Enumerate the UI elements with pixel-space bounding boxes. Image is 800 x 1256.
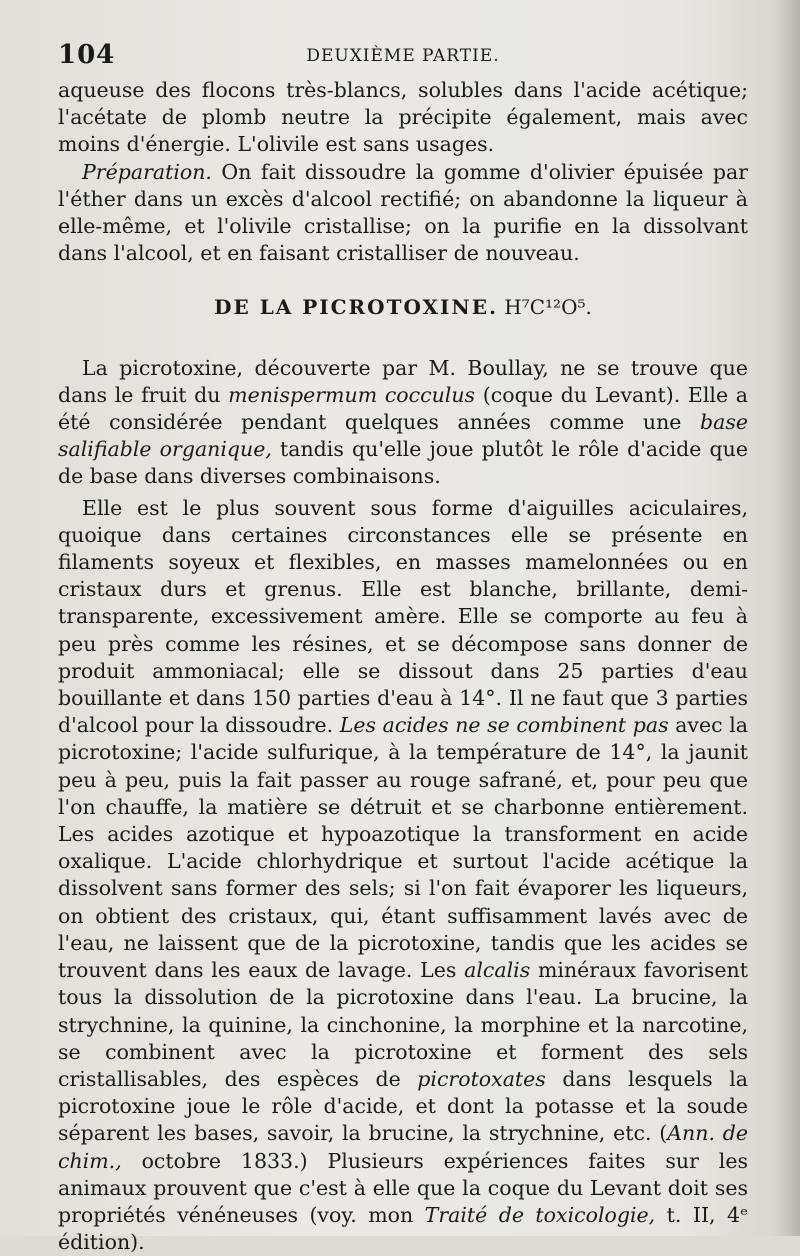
section-heading [58,294,748,321]
paragraph-text: octobre 1833.) Plusieurs expériences faites sur les animaux prouvent que c'est à elle que la coque du Levant doit ses propriétés vénéneuses (voy. mon [58,1148,748,1227]
preparation-text: On fait dissoudre la gomme d'olivier épuisée par l'éther dans un excès d'alcool rectifié; on abandonne la liqueur à elle-même, et l'olivile cristallise; on la purifie en la dissolvant dans l'alcool, et en faisant cristalliser de nouveau. [58,159,748,266]
page-body [58,77,748,1256]
continuation-paragraph: aqueuse des flocons très-blancs, solubles dans l'acide acétique; l'acétate de plomb neutre la précipite également, mais avec moins d'énergie. L'olivile est sans usages. [58,78,748,157]
paragraph-text: La picrotoxine, découverte par M. Boullay, ne se trouve que dans le fruit du [58,355,748,407]
paragraph-text: avec la picrotoxine; l'acide sulfurique, à la température de 14°, la jaunit peu à peu, puis la fait passer au rouge safrané, et, pour peu que l'on chauffe, la matière se détruit et se charbonne entièrement. Les acides azotique et hypoazotique la transforment en acide oxalique. L'acide chlorhydrique et surtout l'acide acétique la dissolvent sans former des sels; si l'on fait évaporer les liqueurs, on obtient des cristaux, qui, étant suffisamment lavés avec de l'eau, ne laissent que de la picrotoxine, tandis que les acides se trouvent dans les eaux de lavage. Les [58,713,749,983]
running-title: DEUXIÈME PARTIE. [306,46,500,66]
preparation-label: Préparation. [82,159,212,184]
paragraph-discovery [58,355,748,491]
italic-term: Les acides ne se combinent pas [339,713,669,738]
preparation-paragraph [58,159,748,268]
section-heading-formula: H⁷C¹²O⁵. [504,295,592,320]
italic-term: base salifiable organique, [58,410,748,462]
paragraph-properties [58,495,748,1256]
page-gutter-shadow [774,0,800,1236]
italic-term: picrotoxates [417,1066,546,1091]
italic-citation: Traité de toxicologie, [424,1202,656,1227]
section-heading-name: DE LA PICROTOXINE. [214,295,498,320]
paragraph-text: minéraux favorisent tous la dissolution de la picrotoxine dans l'eau. La brucine, la strychnine, la quinine, la cinchonine, la morphine et la narcotine, se combinent avec la picrotoxine et forment des sels cristallisables, des espèces de [58,958,748,1091]
italic-term: alcalis [464,958,531,983]
italic-term: menispermum cocculus [228,382,476,407]
paragraph-text: tandis qu'elle joue plutôt le rôle d'acide que de base dans diverses combinaisons. [58,437,748,489]
paragraph-text: dans lesquels la picrotoxine joue le rôle d'acide, et dont la potasse et la soude séparent les bases, savoir, la brucine, la strychnine, etc. ( [58,1066,748,1146]
paragraph-text: t. II, 4ᵉ édition). [58,1202,749,1255]
page-number: 104 [58,40,116,70]
paragraph-text: Elle est le plus souvent sous forme d'aiguilles aciculaires, quoique dans certaines circonstances elle se présente en filaments soyeux et flexibles, en masses mamelonnées ou en cristaux durs et grenus. Elle est blanche, brillante, demi-transparente, excessivement amère. Elle se comporte au feu à peu près comme les résines, et se décompose sans donner de produit ammoniacal; elle se dissout dans 25 parties d'eau bouillante et dans 150 parties d'eau à 14°. Il ne faut que 3 parties d'alcool pour la dissoudre. [58,495,748,738]
italic-citation: Ann. de chim., [58,1121,748,1173]
page-header [58,40,748,76]
paragraph-text: (coque du Levant). Elle a été considérée pendant quelques années comme une [58,382,748,435]
